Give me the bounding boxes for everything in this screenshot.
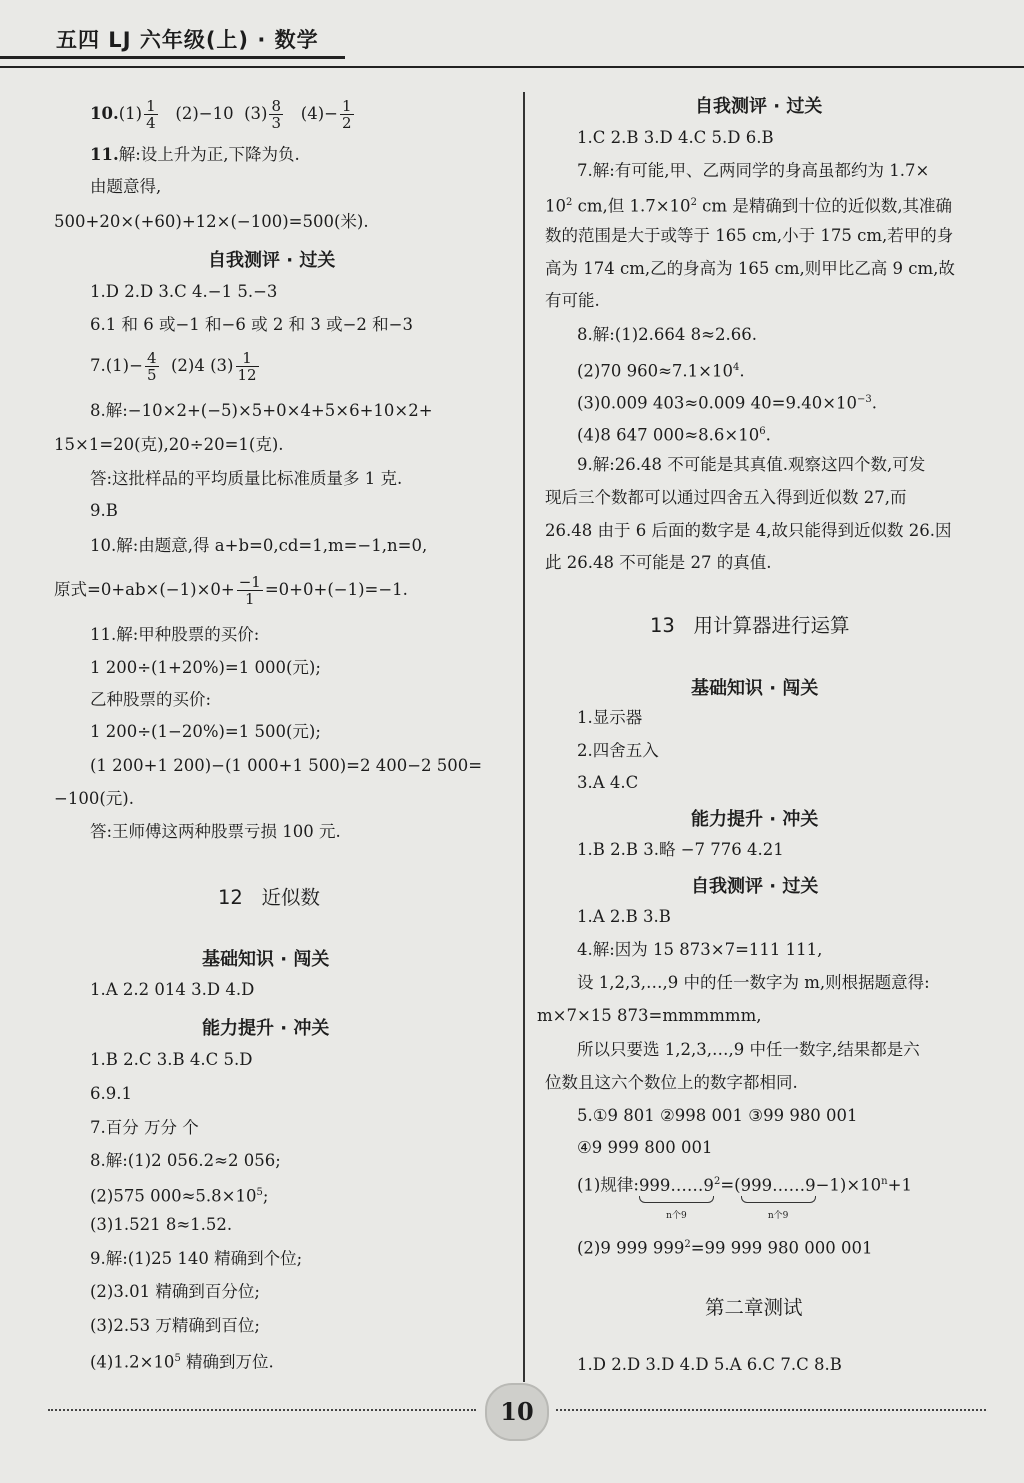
column-divider <box>523 92 525 1382</box>
answer-line: 此 26.48 不可能是 27 的真值. <box>545 553 772 572</box>
answer-line: 5.①9 801 ②998 001 ③99 980 001 <box>577 1106 858 1125</box>
answer-line: 1.B 2.C 3.B 4.C 5.D <box>90 1050 253 1069</box>
answer-line: 3.A 4.C <box>577 773 639 792</box>
answer-line: $10^2$ cm,但 $1.7\times 10^2$ cm 是精确到十位的近似数,其准确 <box>545 196 953 216</box>
answer-line: (3)2.53 万精确到百位; <box>90 1316 260 1335</box>
answer-line: 答:王师傅这两种股票亏损 100 元. <box>90 822 341 841</box>
section-heading: 能力提升 · 冲关 <box>202 1018 330 1039</box>
answer-line: 7.解:有可能,甲、乙两同学的身高虽都约为 1.7× <box>577 161 930 180</box>
answer-line: 7.(1)− $\frac{4}{5}$ (2)4 (3) $\frac{1}{12}$ <box>90 349 257 384</box>
answer-line: (2)575 $000\approx 5.8\times 10^5$; <box>90 1186 269 1206</box>
answer-line: 1 200÷(1−20%)=1 500(元); <box>90 722 321 741</box>
answer-line: 10.(1) $\frac{1}{4}$ (2)−10 (3) $\frac{8}{3}$ (4)− $\frac{1}{2}$ <box>90 97 352 132</box>
answer-line: 8.解:(1)2.664 8≈2.66. <box>577 325 757 344</box>
answer-line: 11.解:设上升为正,下降为负. <box>90 145 300 164</box>
answer-line: 15×1=20(克),20÷20=1(克). <box>54 435 284 454</box>
answer-line: 9.B <box>90 501 118 520</box>
answer-line: (1)规律:999……9 n个9 $^2$=(999……9 n个9 $-1)\times 10^n+1$ <box>577 1175 912 1221</box>
answer-line: 4.解:因为 15 873×7=111 111, <box>577 940 823 959</box>
answer-line: 500+20×(+60)+12×(−100)=500(米). <box>54 212 369 231</box>
answer-line: 现后三个数都可以通过四舍五入得到近似数 27,而 <box>545 488 907 507</box>
answer-line: 26.48 由于 6 后面的数字是 4,故只能得到近似数 26.因 <box>545 521 952 540</box>
chapter-heading: 13 用计算器进行运算 <box>650 614 850 637</box>
answer-line: 6.1 和 6 或−1 和−6 或 2 和 3 或−2 和−3 <box>90 315 413 334</box>
answer-line: (2)3.01 精确到百分位; <box>90 1282 260 1301</box>
answer-line: 9.解:(1)25 140 精确到个位; <box>90 1249 303 1268</box>
page-number: 10 <box>485 1383 549 1441</box>
answer-line: (3)0.009 403≈0.009 $40=9.40\times 10^{-3}$. <box>577 393 878 413</box>
section-heading: 自我测评 · 过关 <box>695 96 823 117</box>
answer-line: 1 200÷(1+20%)=1 000(元); <box>90 658 321 677</box>
answer-line: 1.C 2.B 3.D 4.C 5.D 6.B <box>577 128 774 147</box>
section-heading: 基础知识 · 闯关 <box>202 949 330 970</box>
answer-line: 1.A 2.B 3.B <box>577 907 671 926</box>
footer-dotted-rule <box>556 1409 986 1411</box>
answer-line: 乙种股票的买价: <box>90 690 212 709</box>
section-heading: 自我测评 · 过关 <box>208 250 336 271</box>
answer-line: ④9 999 800 001 <box>577 1138 713 1157</box>
answer-line: (1 200+1 200)−(1 000+1 500)=2 400−2 500= <box>90 756 483 775</box>
chapter-heading: 第二章测试 <box>705 1296 803 1319</box>
footer-dotted-rule <box>48 1409 476 1411</box>
answer-line: 8.解:(1)2 056.2≈2 056; <box>90 1151 281 1170</box>
answer-line: 1.D 2.D 3.C 4.−1 5.−3 <box>90 282 278 301</box>
answer-line: 1.A 2.2 014 3.D 4.D <box>90 980 255 999</box>
header-title: 五四 LJ 六年级(上) · 数学 <box>56 28 319 52</box>
answer-line: 1.显示器 <box>577 708 643 727</box>
answer-line: 设 1,2,3,…,9 中的任一数字为 m,则根据题意得: <box>577 973 930 992</box>
answer-line: 7.百分 万分 个 <box>90 1118 199 1137</box>
section-heading: 能力提升 · 冲关 <box>691 809 819 830</box>
answer-line: 有可能. <box>545 291 600 310</box>
answer-line: 答:这批样品的平均质量比标准质量多 1 克. <box>90 469 403 488</box>
answer-line: m×7×15 873=mmmmmm, <box>537 1006 762 1025</box>
answer-line: (3)1.521 8≈1.52. <box>90 1215 233 1234</box>
answer-line: 2.四舍五入 <box>577 741 659 760</box>
answer-line: (2)70 $960\approx 7.1\times 10^4$. <box>577 361 745 381</box>
answer-line: 原式=0+ab×(−1)×0+ $\frac{-1}{1}$ =0+0+(−1)=−1. <box>54 573 408 608</box>
answer-line: 由题意得, <box>90 177 162 196</box>
answer-line: 高为 174 cm,乙的身高为 165 cm,则甲比乙高 9 cm,故 <box>545 259 955 278</box>
answer-line: 9.解:26.48 不可能是其真值.观察这四个数,可发 <box>577 455 926 474</box>
header-rule-full <box>0 66 1024 68</box>
answer-line: 1.B 2.B 3.略 −7 776 4.21 <box>577 840 784 859</box>
header-rule <box>0 56 345 59</box>
chapter-heading: 12 近似数 <box>218 886 320 909</box>
answer-line: 所以只要选 1,2,3,…,9 中任一数字,结果都是六 <box>577 1040 920 1059</box>
answer-line: 8.解:−10×2+(−5)×5+0×4+5×6+10×2+ <box>90 401 433 420</box>
answer-line: 1.D 2.D 3.D 4.D 5.A 6.C 7.C 8.B <box>577 1355 842 1374</box>
section-heading: 基础知识 · 闯关 <box>691 678 819 699</box>
answer-line: 11.解:甲种股票的买价: <box>90 625 260 644</box>
answer-line: 10.解:由题意,得 a+b=0,cd=1,m=−1,n=0, <box>90 536 428 555</box>
section-heading: 自我测评 · 过关 <box>691 876 819 897</box>
answer-line: −100(元). <box>54 789 134 808</box>
page-header <box>0 0 1024 68</box>
answer-line: 数的范围是大于或等于 165 cm,小于 175 cm,若甲的身 <box>545 226 954 245</box>
answer-line: (2)9 999 $999^2=99$ 999 980 000 001 <box>577 1238 873 1258</box>
answer-line: $(4)1.2\times 10^5$ 精确到万位. <box>90 1352 274 1372</box>
answer-line: 6.9.1 <box>90 1084 132 1103</box>
answer-line: 位数且这六个数位上的数字都相同. <box>545 1073 798 1092</box>
answer-line: (4)8 647 $000\approx 8.6\times 10^6$. <box>577 425 771 445</box>
